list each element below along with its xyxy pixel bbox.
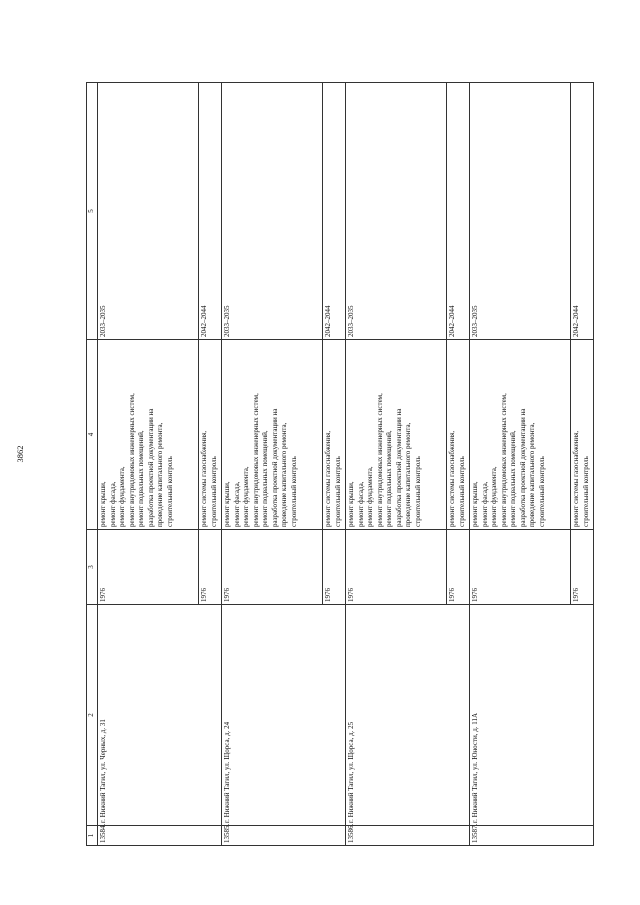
works-list <box>98 340 199 530</box>
work-item: строительный контроль <box>537 456 546 527</box>
header-col-2: 2 <box>87 605 98 826</box>
table-row <box>346 83 447 846</box>
works-list <box>323 340 346 530</box>
year-of-construction: 1976 <box>470 530 571 605</box>
table-row <box>222 83 323 846</box>
work-item: ремонт фасада, <box>356 481 365 527</box>
header-col-4: 4 <box>87 340 98 530</box>
header-col-5: 5 <box>87 83 98 340</box>
work-item: ремонт подвальных помещений, <box>385 430 393 527</box>
repair-period: 2033–2035 <box>222 83 323 340</box>
work-item: ремонт внутридомовых инженерных систем, <box>127 393 136 527</box>
table-row <box>470 83 571 846</box>
work-item: проведение капитального ремонта, <box>156 422 164 527</box>
work-item: ремонт крыши, <box>347 481 355 527</box>
header-col-3: 3 <box>87 530 98 605</box>
address: г. Нижний Тагил, ул. Щорса, д. 25 <box>346 605 470 826</box>
capital-repair-table <box>86 82 594 846</box>
work-item: ремонт системы газоснабжения, <box>324 430 332 527</box>
work-item: разработка проектной документации на <box>270 408 279 527</box>
address: г. Нижний Тагил, ул. Щорса, д. 24 <box>222 605 346 826</box>
work-item: разработка проектной документации на <box>394 408 403 527</box>
work-item: ремонт подвальных помещений, <box>137 430 145 527</box>
year-of-construction: 1976 <box>323 530 346 605</box>
work-item: проведение капитального ремонта, <box>280 422 288 527</box>
table-body <box>98 83 594 846</box>
work-item: ремонт фундамента, <box>242 466 250 527</box>
works-list <box>571 340 594 530</box>
work-item: ремонт фасада, <box>108 481 117 527</box>
rotated-table-container <box>86 83 600 846</box>
work-item: ремонт фундамента, <box>118 466 126 527</box>
work-item: ремонт внутридомовых инженерных систем, <box>251 393 260 527</box>
header-col-1: 1 <box>87 826 98 846</box>
table-wrapper <box>86 83 600 846</box>
work-item: ремонт крыши, <box>471 481 479 527</box>
work-item: ремонт внутридомовых инженерных систем, <box>499 393 508 527</box>
repair-period: 2042–2044 <box>447 83 470 340</box>
work-item: строительный контроль <box>333 456 342 527</box>
work-item: ремонт подвальных помещений, <box>509 430 517 527</box>
row-number: 13585. <box>222 826 346 846</box>
works-list <box>346 340 447 530</box>
year-of-construction: 1976 <box>222 530 323 605</box>
year-of-construction: 1976 <box>447 530 470 605</box>
work-item: ремонт фундамента, <box>366 466 374 527</box>
work-item: разработка проектной документации на <box>518 408 527 527</box>
work-item: строительный контроль <box>413 456 422 527</box>
table-row <box>98 83 199 846</box>
repair-period: 2042–2044 <box>323 83 346 340</box>
page-number: 3862 <box>15 445 25 463</box>
year-of-construction: 1976 <box>346 530 447 605</box>
repair-period: 2033–2035 <box>98 83 199 340</box>
repair-period: 2042–2044 <box>199 83 222 340</box>
header-row <box>87 83 98 846</box>
year-of-construction: 1976 <box>571 530 594 605</box>
work-item: ремонт фасада, <box>480 481 489 527</box>
work-item: ремонт подвальных помещений, <box>261 430 269 527</box>
work-item: ремонт крыши, <box>223 481 231 527</box>
year-of-construction: 1976 <box>199 530 222 605</box>
row-number: 13587. <box>470 826 594 846</box>
repair-period: 2042–2044 <box>571 83 594 340</box>
year-of-construction: 1976 <box>98 530 199 605</box>
repair-period: 2033–2035 <box>346 83 447 340</box>
works-list <box>447 340 470 530</box>
row-number: 13586. <box>346 826 470 846</box>
work-item: ремонт фундамента, <box>490 466 498 527</box>
repair-period: 2033–2035 <box>470 83 571 340</box>
work-item: строительный контроль <box>289 456 298 527</box>
work-item: ремонт системы газоснабжения, <box>572 430 580 527</box>
work-item: строительный контроль <box>209 456 218 527</box>
work-item: строительный контроль <box>457 456 466 527</box>
work-item: ремонт системы газоснабжения, <box>448 430 456 527</box>
work-item: ремонт системы газоснабжения, <box>200 430 208 527</box>
work-item: ремонт крыши, <box>99 481 107 527</box>
row-number: 13584. <box>98 826 222 846</box>
work-item: строительный контроль <box>581 456 590 527</box>
works-list <box>470 340 571 530</box>
works-list <box>222 340 323 530</box>
work-item: проведение капитального ремонта, <box>528 422 536 527</box>
works-list <box>199 340 222 530</box>
work-item: проведение капитального ремонта, <box>404 422 412 527</box>
work-item: ремонт фасада, <box>232 481 241 527</box>
work-item: ремонт внутридомовых инженерных систем, <box>375 393 384 527</box>
address: г. Нижний Тагил, ул. Черных, д. 31 <box>98 605 222 826</box>
work-item: разработка проектной документации на <box>146 408 155 527</box>
work-item: строительный контроль <box>165 456 174 527</box>
address: г. Нижний Тагил, ул. Юности, д. 11А <box>470 605 594 826</box>
